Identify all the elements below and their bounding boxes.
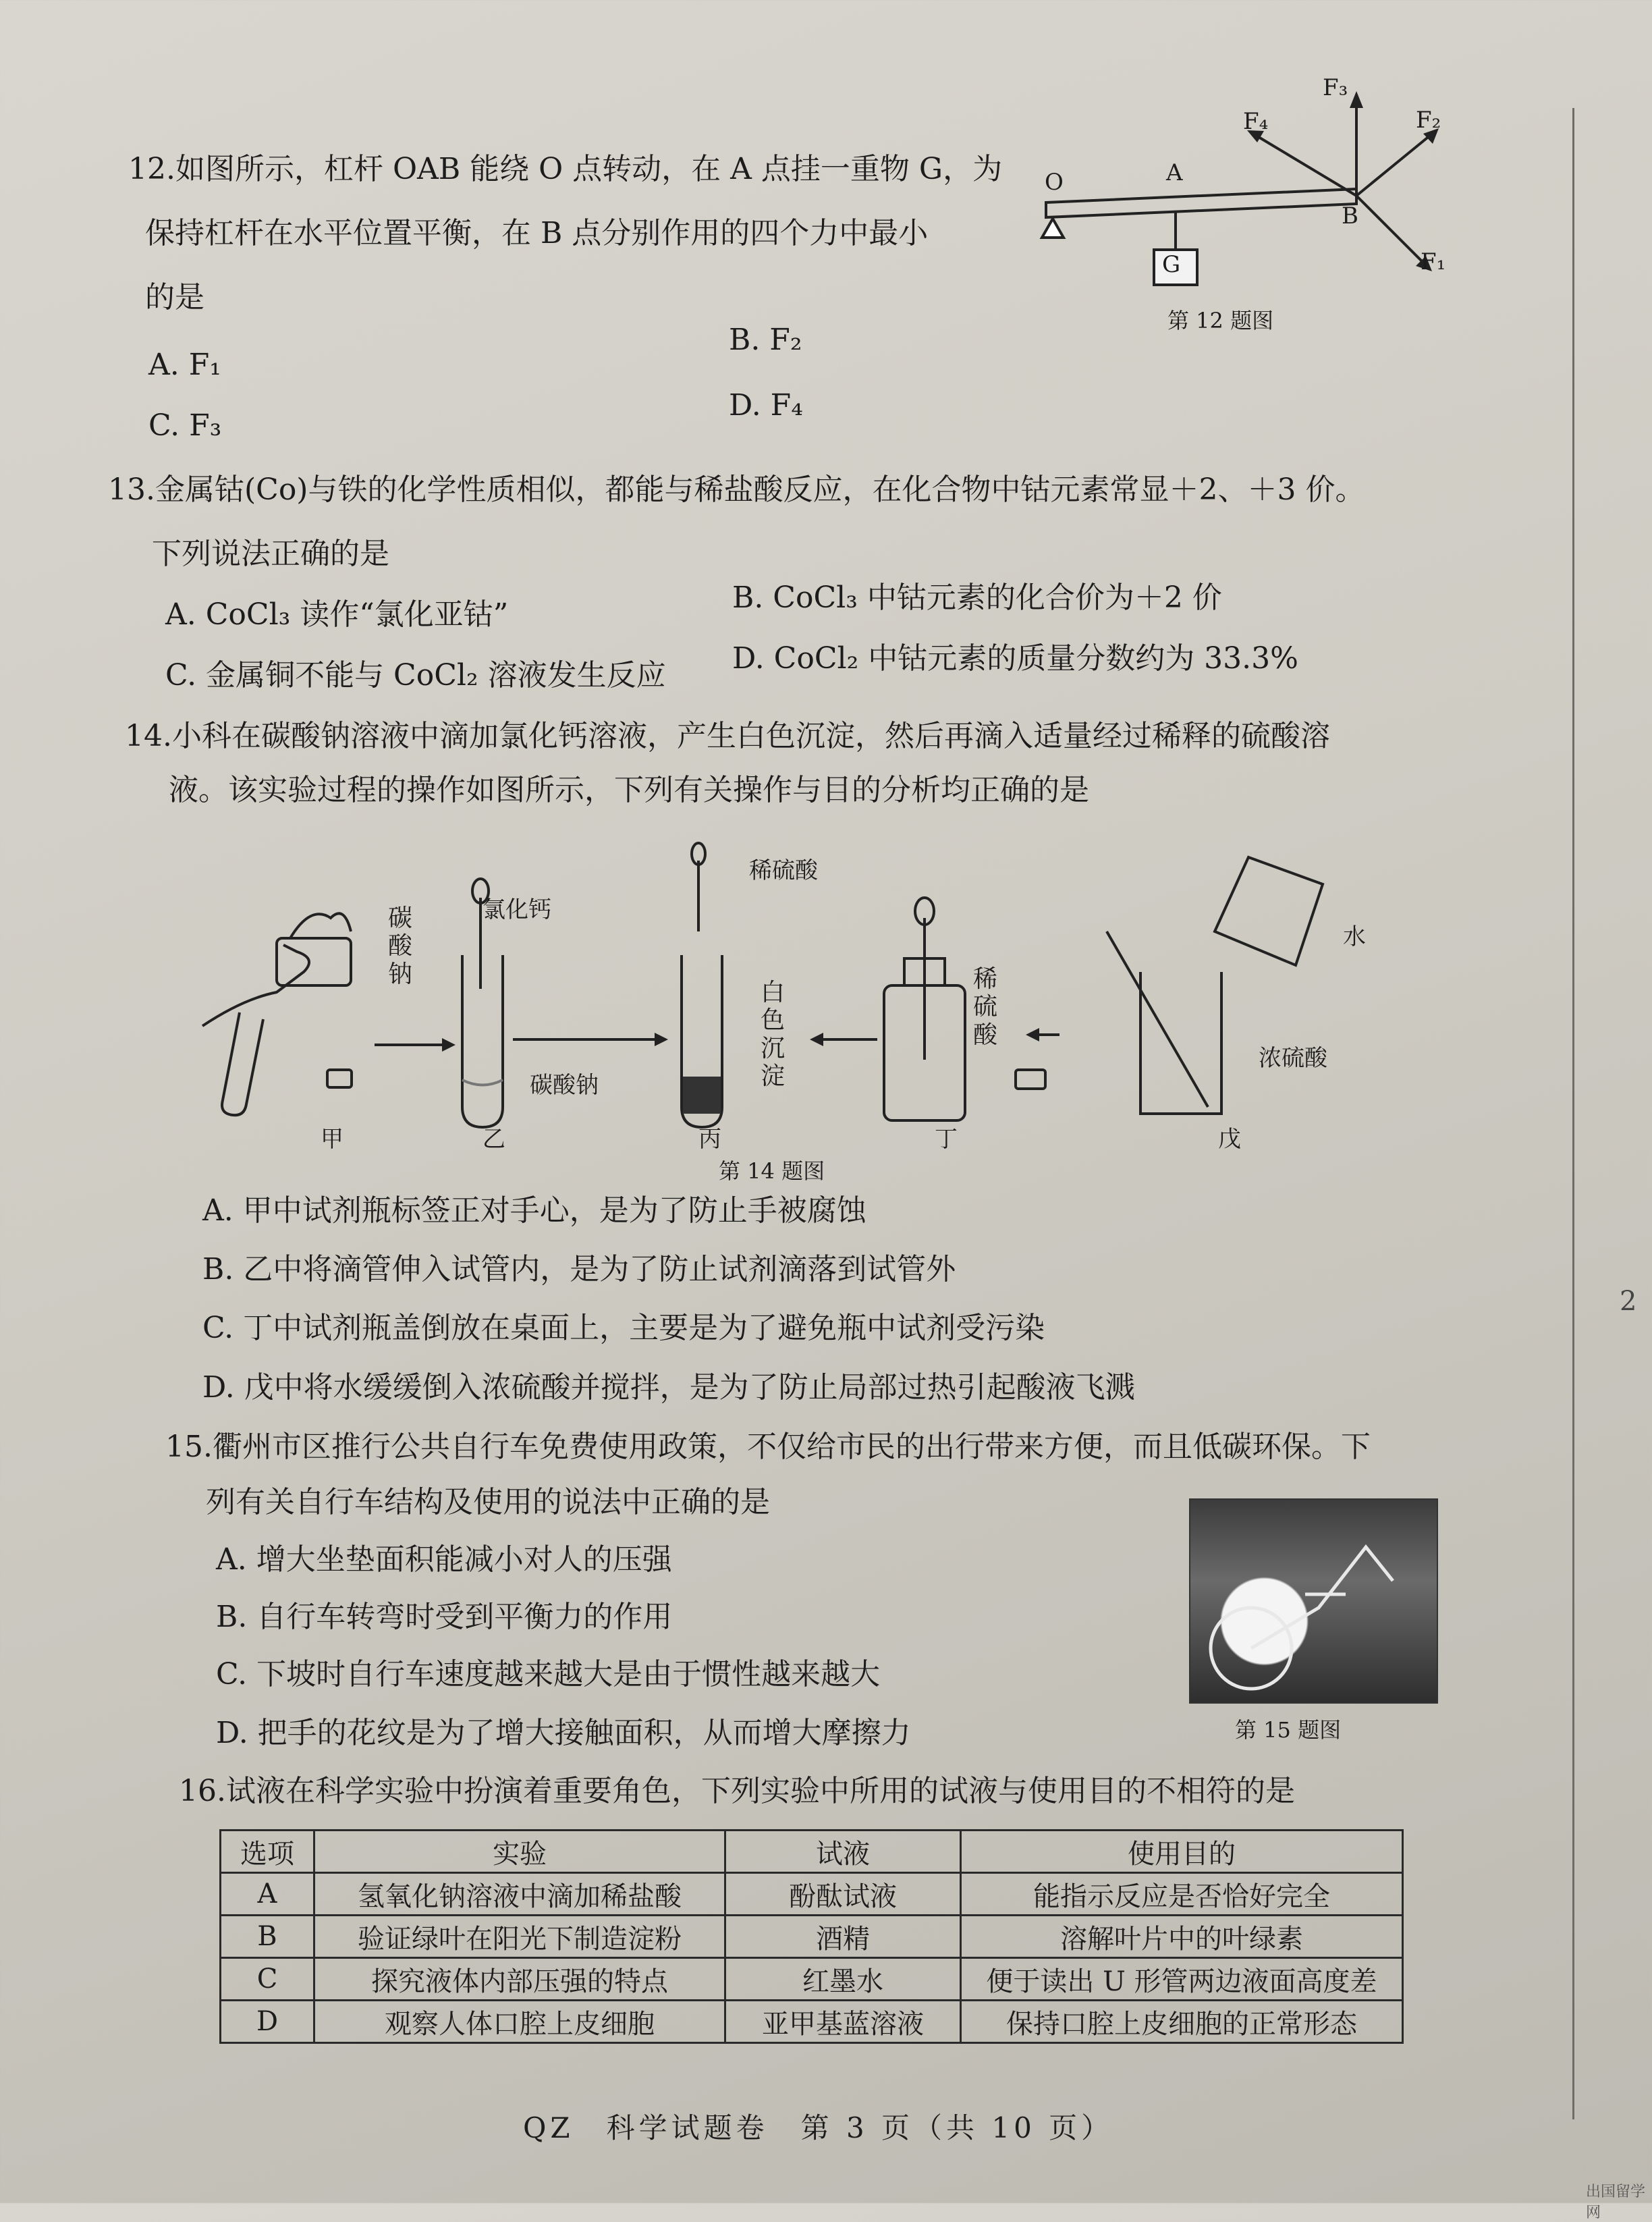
arrowhead-jia-yi	[442, 1038, 456, 1052]
q14-label-dilute-acid: 稀硫酸	[749, 857, 818, 884]
q13-stem-line1	[108, 472, 1365, 508]
q12-label-g: G	[1162, 251, 1181, 278]
table-cell: 亚甲基蓝溶液	[725, 2001, 961, 2043]
q12-option-a: A. F₁	[148, 348, 221, 382]
q16-number: 16.	[179, 1774, 226, 1808]
table-cell: 酚酞试液	[725, 1873, 961, 1916]
q14-label-precipitate: 白色沉淀	[760, 979, 785, 1091]
wu-glass-rod	[1107, 931, 1208, 1107]
side-page-mark: 2	[1620, 1286, 1637, 1317]
q14-option-c: C. 丁中试剂瓶盖倒放在桌面上，主要是为了避免瓶中试剂受污染	[202, 1311, 1045, 1345]
q15-figure-caption: 第 15 题图	[1235, 1717, 1342, 1743]
q14-stem-text1: 小科在碳酸钠溶液中滴加氯化钙溶液，产生白色沉淀，然后再滴入适量经过稀释的硫酸溶	[171, 719, 1330, 753]
q15-bicycle-photo	[1189, 1498, 1438, 1704]
watermark: 出国留学网	[1586, 2184, 1646, 2221]
jia-bottle	[277, 938, 351, 985]
q14-stem-line2: 液。该实验过程的操作如图所示，下列有关操作与目的分析均正确的是	[169, 773, 1089, 807]
table-cell: 便于读出 U 形管两边液面高度差	[961, 1958, 1403, 2001]
arrowhead-f3	[1350, 91, 1363, 108]
q14-number: 14.	[125, 719, 172, 753]
force-f4	[1255, 135, 1356, 196]
table-cell: A	[221, 1873, 314, 1916]
table-row	[221, 1916, 1403, 1958]
force-f1	[1356, 196, 1424, 263]
table-cell: 探究液体内部压强的特点	[314, 1958, 725, 2001]
q14-label-water: 水	[1343, 923, 1366, 950]
q12-label-b: B	[1342, 202, 1358, 229]
q14-stem-line1	[125, 719, 1330, 755]
ding-cap-icon	[1016, 1070, 1045, 1089]
q13-stem-text1: 金属钴(Co)与铁的化学性质相似，都能与稀盐酸反应，在化合物中钴元素常显＋2、＋3 价。	[155, 472, 1365, 507]
q15-stem-text1: 衢州市区推行公共自行车免费使用政策，不仅给市民的出行带来方便，而且低碳环保。下	[212, 1430, 1371, 1464]
q13-option-d: D. CoCl₂ 中钴元素的质量分数约为 33.3%	[732, 641, 1298, 676]
table-cell: 红墨水	[725, 1958, 961, 2001]
force-f2	[1356, 135, 1431, 196]
q14-label-ding: 丁	[935, 1126, 958, 1153]
q16-stem-text: 试液在科学实验中扮演着重要角色，下列实验中所用的试液与使用目的不相符的是	[225, 1774, 1295, 1808]
q15-option-c: C. 下坡时自行车速度越来越大是由于惯性越来越大	[216, 1657, 881, 1691]
q13-option-a: A. CoCl₃ 读作“氯化亚钴”	[165, 597, 509, 632]
table-cell: 氢氧化钠溶液中滴加稀盐酸	[314, 1873, 725, 1916]
q14-label-cacl2: 氯化钙	[483, 896, 551, 923]
q16-header-purpose: 使用目的	[961, 1831, 1403, 1873]
lever-bar	[1046, 189, 1356, 217]
q12-stem-text1: 如图所示，杠杆 OAB 能绕 O 点转动，在 A 点挂一重物 G，为	[175, 152, 1003, 186]
wu-beaker	[1140, 972, 1221, 1114]
q15-stem-line1	[165, 1430, 1371, 1465]
yi-test-tube	[462, 955, 503, 1127]
table-cell: 溶解叶片中的叶绿素	[961, 1916, 1403, 1958]
q15-option-a: A. 增大坐垫面积能减小对人的压强	[216, 1542, 672, 1577]
table-cell: 保持口腔上皮细胞的正常形态	[961, 2001, 1403, 2043]
q12-option-d: D. F₄	[729, 388, 803, 423]
q14-label-dilute-acid-bottle: 稀硫酸	[972, 965, 997, 1049]
q13-stem-line2: 下列说法正确的是	[152, 537, 389, 571]
bicycle-frame	[1251, 1547, 1393, 1648]
q15-option-d: D. 把手的花纹是为了增大接触面积，从而增大摩擦力	[216, 1716, 911, 1750]
q16-table-header-row	[221, 1831, 1403, 1873]
q15-number: 15.	[165, 1430, 213, 1464]
q14-label-yi: 乙	[483, 1126, 505, 1153]
page-footer: QZ 科学试题卷 第 3 页（共 10 页）	[523, 2111, 1114, 2144]
q14-label-conc-acid: 浓硫酸	[1259, 1045, 1327, 1072]
q16-header-option: 选项	[221, 1831, 314, 1873]
table-row	[221, 1873, 1403, 1916]
q16-header-reagent: 试液	[725, 1831, 961, 1873]
table-cell: 观察人体口腔上皮细胞	[314, 2001, 725, 2043]
q14-label-na2co3-tube: 碳酸钠	[530, 1072, 599, 1099]
table-cell: 验证绿叶在阳光下制造淀粉	[314, 1916, 725, 1958]
q12-lever-diagram	[1032, 61, 1464, 317]
page-margin-line	[1572, 108, 1574, 2119]
q15-option-b: B. 自行车转弯时受到平衡力的作用	[216, 1600, 673, 1634]
table-cell: B	[221, 1916, 314, 1958]
q13-option-b: B. CoCl₃ 中钴元素的化合价为＋2 价	[732, 580, 1222, 615]
q12-stem-line2: 保持杠杆在水平位置平衡，在 B 点分别作用的四个力中最小	[145, 216, 929, 250]
jia-hand-top	[290, 913, 351, 938]
q13-option-c: C. 金属铜不能与 CoCl₂ 溶液发生反应	[165, 658, 666, 693]
q14-label-bing: 丙	[698, 1126, 721, 1153]
arrowhead-yi-bing	[655, 1033, 668, 1046]
q14-option-b: B. 乙中将滴管伸入试管内，是为了防止试剂滴落到试管外	[202, 1252, 956, 1286]
q16-table	[219, 1829, 1404, 2044]
bing-precipitate	[683, 1077, 721, 1114]
q12-label-a: A	[1166, 159, 1183, 186]
arrowhead-ding-bing	[810, 1033, 823, 1046]
q12-number: 12.	[128, 152, 175, 186]
q16-header-experiment: 实验	[314, 1831, 725, 1873]
q12-label-f2: F₂	[1416, 107, 1441, 134]
table-cell: D	[221, 2001, 314, 2043]
q12-option-c: C. F₃	[148, 408, 222, 443]
q12-option-b: B. F₂	[729, 323, 802, 357]
q12-figure-caption: 第 12 题图	[1167, 308, 1274, 333]
q12-stem-line3: 的是	[145, 280, 204, 315]
table-cell: 酒精	[725, 1916, 961, 1958]
q13-number: 13.	[108, 472, 155, 507]
table-cell: 能指示反应是否恰好完全	[961, 1873, 1403, 1916]
pivot-icon	[1042, 219, 1064, 238]
q14-label-wu: 戊	[1218, 1126, 1241, 1153]
q12-label-f4: F₄	[1243, 108, 1269, 135]
table-cell: C	[221, 1958, 314, 2001]
q12-label-o: O	[1045, 169, 1064, 196]
jia-test-tube	[222, 1012, 263, 1115]
table-row	[221, 2001, 1403, 2043]
q14-option-a: A. 甲中试剂瓶标签正对手心，是为了防止手被腐蚀	[202, 1193, 866, 1228]
wu-pouring-beaker	[1215, 857, 1323, 965]
jia-stopper-icon	[327, 1070, 352, 1087]
q12-label-f3: F₃	[1323, 74, 1348, 101]
q15-stem-line2: 列有关自行车结构及使用的说法中正确的是	[206, 1485, 770, 1519]
yi-solution	[462, 1080, 503, 1085]
q14-label-na2co3-bottle: 碳酸钠	[387, 904, 412, 988]
arrowhead-wu-ding	[1026, 1028, 1039, 1041]
q14-figure-caption: 第 14 题图	[719, 1158, 825, 1184]
q16-stem	[179, 1774, 1295, 1810]
q12-label-f1: F₁	[1421, 248, 1446, 275]
q14-experiment-diagram	[189, 837, 1390, 1161]
q14-option-d: D. 戊中将水缓缓倒入浓硫酸并搅拌，是为了防止局部过热引起酸液飞溅	[202, 1370, 1135, 1405]
table-row	[221, 1958, 1403, 2001]
q12-stem-line1	[128, 152, 1002, 188]
q14-label-jia: 甲	[321, 1126, 343, 1153]
